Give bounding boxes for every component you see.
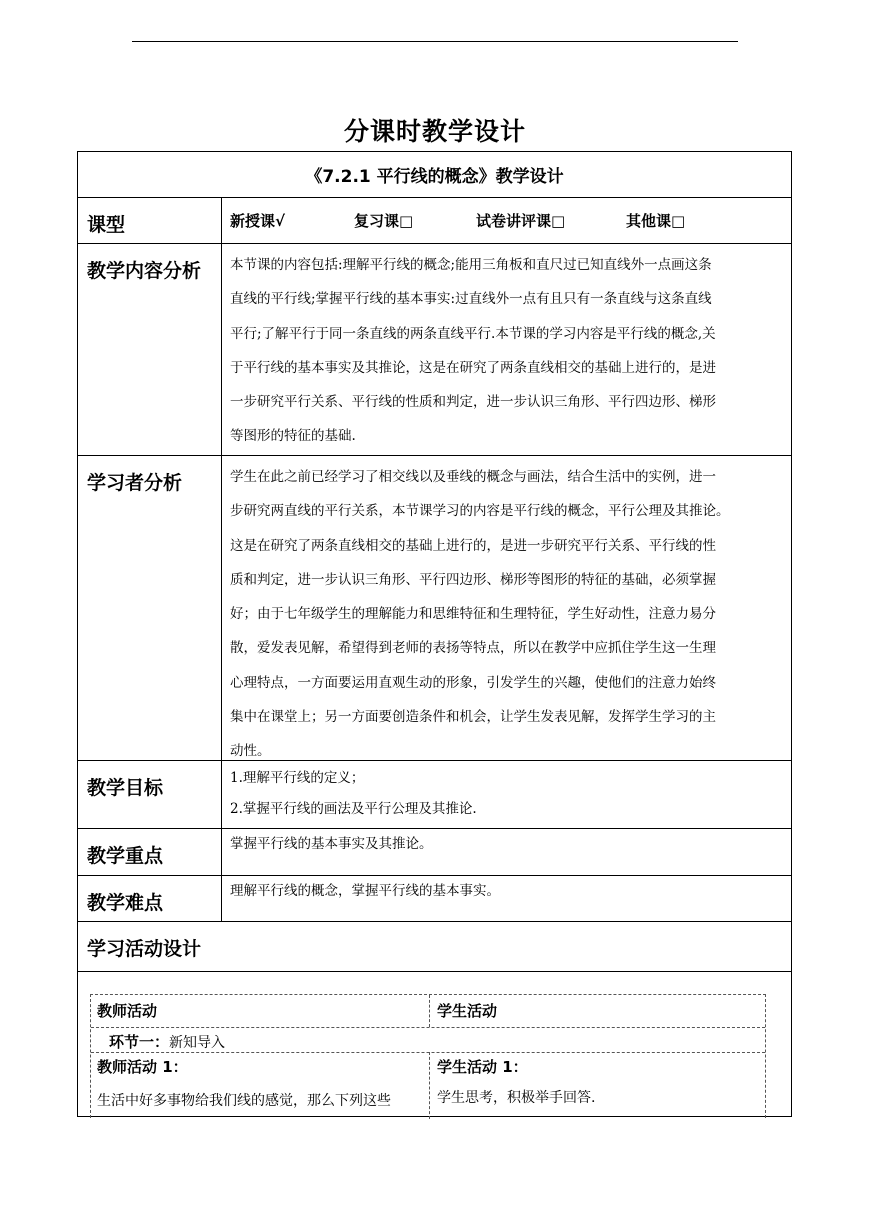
objectives-text	[230, 763, 783, 825]
stage-row	[109, 1031, 225, 1052]
objective-item: 1.理解平行线的定义；	[230, 770, 365, 786]
content-analysis-row	[78, 244, 791, 456]
key-points-label: 教学重点	[78, 829, 222, 875]
lesson-plan-table	[77, 151, 792, 1117]
objective-item: 2.掌握平行线的画法及平行公理及其推论.	[230, 801, 477, 817]
activity-design-label: 学习活动设计	[87, 938, 202, 960]
text-line: 学生在此之前已经学习了相交线以及垂线的概念与画法，结合生活中的实例，进一	[230, 469, 716, 485]
text-line: 质和判定，进一步认识三角形、平行四边形、梯形等图形的特征的基础，必须掌握	[230, 571, 716, 588]
course-type-row	[78, 198, 791, 244]
key-points-text: 掌握平行线的基本事实及其推论。	[230, 836, 433, 852]
row-divider	[91, 1027, 765, 1028]
stage-text: 新知导入	[169, 1035, 226, 1051]
student-activity-header: 学生活动	[437, 1002, 498, 1020]
activity-design-row	[78, 922, 791, 972]
teacher-activity-header: 教师活动	[97, 1002, 158, 1020]
objectives-row	[78, 761, 791, 829]
text-line: 散，爱发表见解，希望得到老师的表扬等特点，所以在教学中应抓住学生这一生理	[230, 640, 716, 657]
learner-analysis-row	[78, 456, 791, 761]
text-line: 心理特点，一方面要运用直观生动的形象，引发学生的兴趣，使他们的注意力始终	[230, 674, 716, 691]
text-line: 于平行线的基本事实及其推论，这是在研究了两条直线相交的基础上进行的，是进	[230, 359, 716, 376]
teacher-activity-text: 生活中好多事物给我们线的感觉，那么下列这些	[97, 1093, 391, 1109]
text-line: 步研究两直线的平行关系，本节课学习的内容是平行线的概念，平行公理及其推论。	[230, 503, 730, 520]
teacher-activity-title: 教师活动 1：	[97, 1058, 188, 1076]
content-analysis-text	[230, 248, 783, 454]
key-points-row	[78, 829, 791, 876]
text-line: 直线的平行线;掌握平行线的基本事实:过直线外一点有且只有一条直线与这条直线	[230, 291, 712, 308]
header-rule	[132, 41, 738, 42]
option-other-lesson: 其他课□	[626, 212, 686, 230]
activity-table	[90, 994, 766, 1118]
difficulties-row	[78, 876, 791, 922]
text-line: 集中在课堂上；另一方面要创造条件和机会，让学生发表见解，发挥学生学习的主	[230, 709, 716, 726]
content-analysis-label: 教学内容分析	[78, 244, 222, 455]
learner-analysis-text	[230, 460, 783, 769]
lesson-title-row	[78, 152, 791, 198]
text-line: 本节课的内容包括:理解平行线的概念;能用三角板和直尺过已知直线外一点画这条	[230, 257, 712, 273]
column-divider	[429, 995, 430, 1027]
option-new-lesson: 新授课√	[230, 212, 286, 230]
text-line: 这是在研究了两条直线相交的基础上进行的，是进一步研究平行关系、平行线的性	[230, 537, 716, 554]
student-activity-title: 学生活动 1：	[437, 1058, 528, 1076]
option-review-lesson: 复习课□	[354, 212, 414, 230]
learner-analysis-label: 学习者分析	[78, 456, 222, 760]
text-line: 动性。	[230, 743, 271, 760]
text-line: 平行;了解平行于同一条直线的两条直线平行.本节课的学习内容是平行线的概念,关	[230, 325, 716, 342]
difficulties-text: 理解平行线的概念，掌握平行线的基本事实。	[230, 883, 500, 899]
stage-label: 环节一：	[109, 1033, 170, 1051]
course-type-label: 课型	[78, 198, 222, 243]
row-divider	[91, 1052, 765, 1053]
column-divider	[429, 1052, 430, 1119]
text-line: 等图形的特征的基础.	[230, 428, 356, 445]
student-activity-text: 学生思考，积极举手回答.	[437, 1090, 596, 1106]
option-exam-review-lesson: 试卷讲评课□	[476, 212, 566, 230]
difficulties-label: 教学难点	[78, 876, 222, 921]
lesson-title: 《7.2.1 平行线的概念》教学设计	[305, 167, 564, 187]
page-title: 分课时教学设计	[343, 117, 526, 146]
objectives-label: 教学目标	[78, 761, 222, 828]
text-line: 好；由于七年级学生的理解能力和思维特征和生理特征，学生好动性，注意力易分	[230, 606, 716, 623]
text-line: 一步研究平行关系、平行线的性质和判定，进一步认识三角形、平行四边形、梯形	[230, 394, 716, 411]
